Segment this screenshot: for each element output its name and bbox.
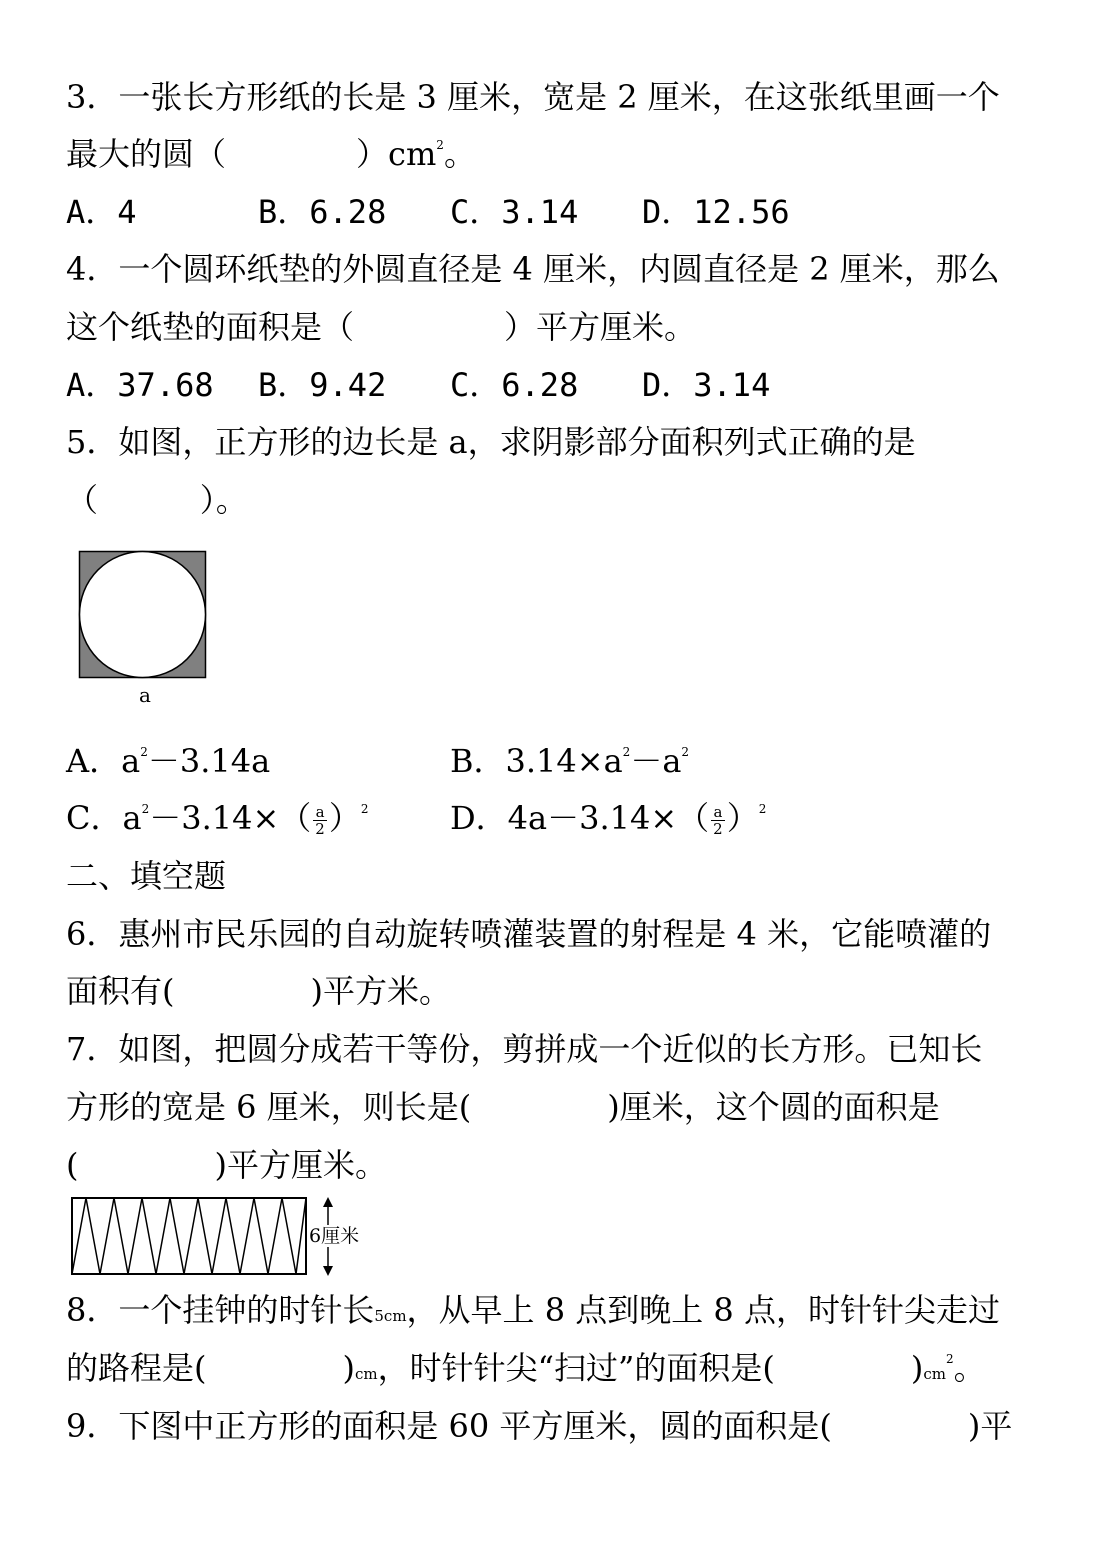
q3-stem: 最大的圆（ [66, 135, 227, 173]
q3-unit: ）cm [356, 135, 437, 173]
q4-tail: ）平方厘米。 [504, 308, 697, 346]
q5-line1: 5．如图，正方形的边长是 a，求阴影部分面积列式正确的是 [66, 423, 916, 461]
q7-line3 [66, 1145, 387, 1185]
q7-open: ( [66, 1146, 79, 1184]
q5-option-b [450, 741, 689, 781]
q5-b-sup1: 2 [622, 745, 631, 759]
q5-line2: （ ）。 [66, 481, 248, 519]
q3-end: 。 [443, 135, 476, 173]
q4-line2 [66, 307, 696, 347]
q8-stem-2: ，从早上 8 点到晚上 8 点，时针针尖走过 [406, 1291, 1000, 1329]
q5-b-mid: －a [630, 742, 682, 780]
q5-option-a [66, 741, 270, 781]
q5-a-sup: 2 [140, 745, 148, 759]
q8-end: 。 [953, 1349, 986, 1387]
q5-c-close: ） [328, 799, 361, 837]
q3-sup: 2 [436, 138, 444, 152]
q7-line1: 7．如图，把圆分成若干等份，剪拼成一个近似的长方形。已知长 [66, 1030, 983, 1068]
q7-tail: )平方厘米。 [214, 1146, 387, 1184]
q5-a-post: －3.14a [147, 742, 271, 780]
q5-d-close: ） [726, 799, 759, 837]
q6-line2 [66, 971, 451, 1011]
q5-c-sq: 2 [360, 802, 369, 816]
q4-option-a: A．37.68 [66, 366, 214, 404]
q7-stem: 方形的宽是 6 厘米，则长是( [66, 1088, 472, 1126]
q3-option-b: B．6.28 [258, 193, 387, 231]
q6-stem: 面积有( [66, 972, 175, 1010]
q4-stem: 这个纸垫的面积是（ [66, 308, 355, 346]
q8-sup: 2 [945, 1352, 954, 1366]
inscribed-circle [80, 552, 206, 678]
q4-option-c: C．6.28 [450, 366, 579, 404]
q7-mid: )厘米，这个圆的面积是 [607, 1088, 940, 1126]
fraction-denominator: 2 [713, 820, 723, 838]
q5-c-sup: 2 [141, 802, 150, 816]
q5-a-pre: A．a [66, 742, 141, 780]
q8-close-2: ) [910, 1349, 924, 1387]
q8-line1 [66, 1290, 1000, 1336]
q8-unit-length: 5cm [374, 1307, 407, 1325]
q5-c-fraction [313, 804, 327, 837]
q8-line2 [66, 1348, 986, 1394]
q7-figure-label: 6厘米 [309, 1225, 360, 1247]
q3-option-a: A．4 [66, 193, 137, 231]
q5-option-c [66, 798, 369, 838]
q3-line1: 3．一张长方形纸的长是 3 厘米，宽是 2 厘米，在这张纸里画一个 [66, 78, 1000, 116]
q8-path-stem: 的路程是( [66, 1349, 207, 1387]
q4-option-b: B．9.42 [258, 366, 387, 404]
q8-area-stem: ，时针针尖“扫过”的面积是( [377, 1349, 775, 1387]
q3-line2 [66, 134, 476, 174]
q7-line2 [66, 1087, 940, 1127]
q6-line1: 6．惠州市民乐园的自动旋转喷灌装置的射程是 4 米，它能喷灌的 [66, 915, 992, 953]
q8-stem: 8．一个挂钟的时针长 [66, 1291, 375, 1329]
q5-figure [78, 550, 210, 682]
q4-line1: 4．一个圆环纸垫的外圆直径是 4 厘米，内圆直径是 2 厘米，那么 [66, 250, 1000, 288]
q6-tail: )平方米。 [310, 972, 451, 1010]
q8-close-1: ) [342, 1349, 355, 1387]
q4-option-d: D．3.14 [642, 366, 771, 404]
q3-option-d: D．12.56 [642, 193, 790, 231]
q5-d-fraction [711, 804, 725, 837]
fraction-numerator: a [711, 804, 725, 821]
q5-c-post: －3.14×（ [149, 799, 312, 837]
q5-b-pre: B．3.14×a [450, 742, 623, 780]
q8-unit-cm2: cm [923, 1365, 946, 1383]
q3-option-c: C．3.14 [450, 193, 579, 231]
q5-c-pre: C．a [66, 799, 142, 837]
q5-d-sq: 2 [758, 802, 767, 816]
q9-line1 [66, 1406, 1012, 1446]
q5-b-sup2: 2 [681, 745, 690, 759]
q7-figure [70, 1196, 310, 1278]
q9-tail: )平 [967, 1407, 1013, 1445]
q5-option-d [450, 798, 766, 838]
fraction-numerator: a [313, 804, 327, 821]
q9-stem: 9．下图中正方形的面积是 60 平方厘米，圆的面积是( [66, 1407, 832, 1445]
q8-unit-cm: cm [354, 1365, 378, 1383]
fraction-denominator: 2 [315, 820, 325, 838]
q5-d-pre: D．4a－3.14×（ [450, 799, 710, 837]
q5-figure-label: a [139, 683, 151, 707]
section-heading: 二、填空题 [66, 857, 227, 895]
